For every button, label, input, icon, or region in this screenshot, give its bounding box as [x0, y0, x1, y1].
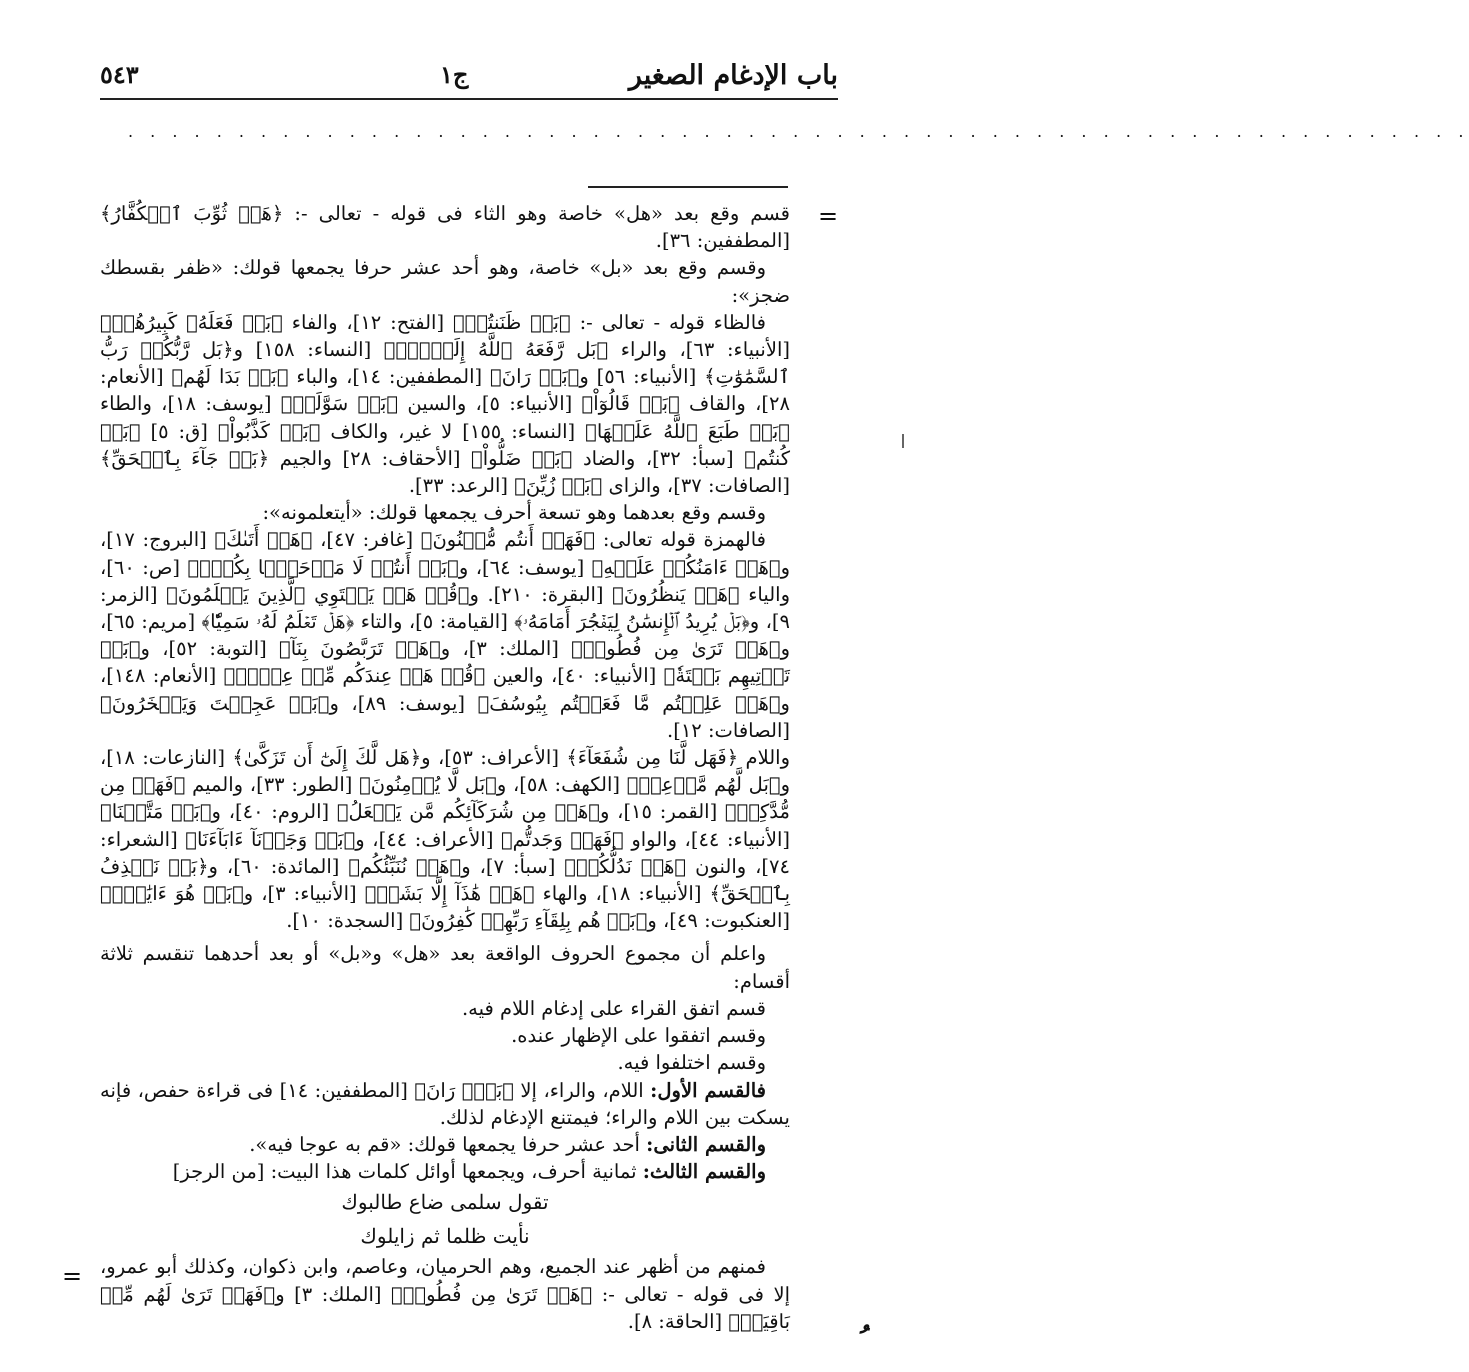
paragraph-both-letters: فالهمزة قوله تعالى: ﴿فَهَلۡ أَنتُم مُّغۡنُونَ﴾ [غافر: ٤٧]، ﴿هَلۡ أَتَىٰكَ﴾ [البروج: ١٧]، و﴿هَلۡ ءَامَنُكُمۡ عَلَيۡهِ﴾ [يوسف: ٦٤]، و﴿بَلۡ أَنتُمۡ لَا مَرۡحَبَۢا بِكُمۡۖ﴾ [ص: ٦٠]، والياء ﴿هَلۡ يَنظُرُونَ﴾ [البقرة: ٢١٠]. و﴿قُلۡ هَلۡ يَسۡتَوِي ٱلَّذِينَ يَعۡلَمُونَ﴾ [الزمر: ٩]، و﴿بَلۡ يُرِيدُ ٱلۡإِنسَٰنُ لِيَفۡجُرَ أَمَامَهُۥ﴾ [القيامة: ٥]، والتاء ﴿هَلۡ تَعۡلَمُ لَهُۥ سَمِيّٗا﴾ [مريم: ٦٥]، و﴿هَلۡ تَرَىٰ مِن فُطُورٖ﴾ [الملك: ٣]، و﴿هَلۡ تَرَبَّصُونَ بِنَآ﴾ [التوبة: ٥٢]، و﴿بَلۡ تَأۡتِيهِم بَغۡتَةٗ﴾ [الأنبياء: ٤٠]، والعين ﴿قُلۡ هَلۡ عِندَكُم مِّنۡ عِلۡمٖ﴾ [الأنعام: ١٤٨]، و﴿هَلۡ عَلِمۡتُم مَّا فَعَلۡتُم بِيُوسُفَ﴾ [يوسف: ٨٩]، و﴿بَلۡ عَجِبۡتَ وَيَسۡخَرُونَ﴾ [الصافات: ١٢]. — [100, 528, 791, 742]
verse-line-2 — [100, 1219, 790, 1253]
continuation-mark-top: = — [818, 202, 839, 230]
chapter-title: باب الإدغام الصغير — [628, 60, 838, 91]
dotted-divider: . . . . . . . . . . . . . . . . . . . . . . . . . . . . . . . . . . . . . . . . . . . . . . . . . . . . . . . . . . . . . — [128, 122, 1469, 141]
continuation-mark-bottom: = — [62, 1262, 83, 1290]
volume-label: ج١ — [440, 60, 469, 89]
body-text — [100, 200, 790, 1335]
paragraph-readers: فمنهم من أظهر عند الجميع، وهم الحرميان، وعاصم، وابن ذكوان، وكذلك أبو عمرو، إلا فى قوله - تعالى -: ﴿هَلۡ تَرَىٰ مِن فُطُورٖ﴾ [الملك: ٣] و﴿فَهَلۡ تَرَىٰ لَهُم مِّنۢ بَاقِيَةٖ﴾ [الحاقة: ٨]. — [100, 1255, 790, 1333]
page-end-mark: ﹸ — [854, 1324, 871, 1359]
third-part-label: والقسم الثالث: — [642, 1160, 766, 1184]
footnote-rule — [588, 186, 788, 188]
first-part-text: اللام، والراء، إلا ﴿بَلۡۜ رَانَ﴾ [المطففين: ١٤] فى قراءة حفص، فإنه يسكت بين اللام والراء؛ فيمتنع الإدغام لذلك. — [100, 1078, 790, 1129]
paragraph-part-idgham: قسم اتفق القراء على إدغام اللام فيه. — [461, 996, 766, 1020]
paragraph-part-ikhtilaf: وقسم اختلفوا فيه. — [617, 1051, 766, 1075]
margin-tick — [902, 434, 904, 448]
paragraph-hal-only: قسم وقع بعد «هل» خاصة وهو الثاء فى قوله - تعالى -: ﴿هَلۡ ثُوِّبَ ٱلۡكُفَّارُ﴾ [المطففين: ٣٦]. — [100, 202, 790, 253]
second-part-text: أحد عشر حرفا يجمعها قولك: «قم به عوجا فيه». — [249, 1132, 647, 1156]
verse-text-2: نأيت ظلما ثم زايلوك — [360, 1224, 530, 1249]
paragraph-lam-etc: واللام ﴿فَهَل لَّنَا مِن شُفَعَآءَ﴾ [الأعراف: ٥٣]، و﴿هَل لَّكَ إِلَىٰٓ أَن تَزَكَّىٰ﴾ [النازعات: ١٨]، و﴿بَل لَّهُم مَّوۡعِدٞ﴾ [الكهف: ٥٨]، و﴿بَل لَّا يُؤۡمِنُونَ﴾ [الطور: ٣٣]، والميم ﴿فَهَلۡ مِن مُّدَّكِرٖ﴾ [القمر: ١٥]، و﴿هَلۡ مِن شُرَكَآئِكُم مَّن يَفۡعَلُ﴾ [الروم: ٤٠]، و﴿بَلۡ مَتَّعۡنَا﴾ [الأنبياء: ٤٤]، والواو ﴿فَهَلۡ وَجَدتُّم﴾ [الأعراف: ٤٤]، و﴿بَلۡ وَجَدۡنَآ ءَابَآءَنَا﴾ [الشعراء: ٧٤]، والنون ﴿هَلۡ نَدُلُّكُمۡ﴾ [سبأ: ٧]، و﴿هَلۡ نُنَبِّئُكُم﴾ [المائدة: ٦٠]، و﴿بَلۡ نَقۡذِفُ بِٱلۡحَقِّ﴾ [الأنبياء: ١٨]، والهاء ﴿هَلۡ هَٰذَآ إِلَّا بَشَرٞ﴾ [الأنبياء: ٣]، و﴿بَلۡ هُوَ ءَايَٰتُۢ﴾ [العنكبوت: ٤٩]، و﴿بَلۡ هُم بِلِقَآءِ رَبِّهِمۡ كَٰفِرُونَ﴾ [السجدة: ١٠]. — [100, 746, 791, 933]
paragraph-part-izhar: وقسم اتفقوا على الإظهار عنده. — [511, 1024, 766, 1048]
verse-text-1: تقول سلمى ضاع طالبوك — [341, 1190, 549, 1215]
second-part-label: والقسم الثانى: — [646, 1132, 766, 1156]
paragraph-second-part — [100, 1131, 790, 1158]
paragraph-bal-only: وقسم وقع بعد «بل» خاصة، وهو أحد عشر حرفا يجمعها قولك: «ظفر بقسطك ضجز»: — [100, 256, 790, 307]
paragraph-third-part — [100, 1158, 790, 1185]
header-rule — [100, 98, 838, 100]
third-part-text: ثمانية أحرف، ويجمعها أوائل كلمات هذا البيت: [من الرجز] — [172, 1160, 643, 1184]
verse-line-1 — [100, 1185, 790, 1219]
paragraph-first-part — [100, 1077, 790, 1131]
paragraph-both: وقسم وقع بعدهما وهو تسعة أحرف يجمعها قولك: «أيتعلمونه»: — [262, 501, 766, 525]
paragraph-three-parts: واعلم أن مجموع الحروف الواقعة بعد «هل» و«بل» أو بعد أحدهما تنقسم ثلاثة أقسام: — [100, 942, 790, 993]
page-number: ٥٤٣ — [100, 60, 139, 89]
paragraph-bal-letters: فالظاء قوله - تعالى -: ﴿بَلۡ ظَنَنتُمۡ﴾ [الفتح: ١٢]، والفاء ﴿بَلۡ فَعَلَهُۥ كَبِيرُهُمۡ﴾ [الأنبياء: ٦٣]، والراء ﴿بَل رَّفَعَهُ ٱللَّهُ إِلَيۡهِۚ﴾ [النساء: ١٥٨] و﴿بَل رَّبُّكُمۡ رَبُّ ٱلسَّمَٰوَٰتِ﴾ [الأنبياء: ٥٦] و﴿بَلۡ رَانَ﴾ [المطففين: ١٤]، والباء ﴿بَلۡ بَدَا لَهُم﴾ [الأنعام: ٢٨]، والقاف ﴿بَلۡ قَالُوٓاْ﴾ [الأنبياء: ٥]، والسين ﴿بَلۡ سَوَّلَتۡ﴾ [يوسف: ١٨]، والطاء ﴿بَلۡ طَبَعَ ٱللَّهُ عَلَيۡهَا﴾ [النساء: ١٥٥] لا غير، والكاف ﴿بَلۡ كَذَّبُواْ﴾ [ق: ٥] ﴿بَلۡ كُنتُم﴾ [سبأ: ٣٢]، والضاد ﴿بَلۡ ضَلُّواْ﴾ [الأحقاف: ٢٨] والجيم ﴿بَلۡ جَآءَ بِٱلۡحَقِّ﴾ [الصافات: ٣٧]، والزاى ﴿بَلۡ زُيِّنَ﴾ [الرعد: ٣٣]. — [100, 310, 791, 498]
page-header — [100, 58, 838, 98]
first-part-label: فالقسم الأول: — [650, 1078, 767, 1102]
